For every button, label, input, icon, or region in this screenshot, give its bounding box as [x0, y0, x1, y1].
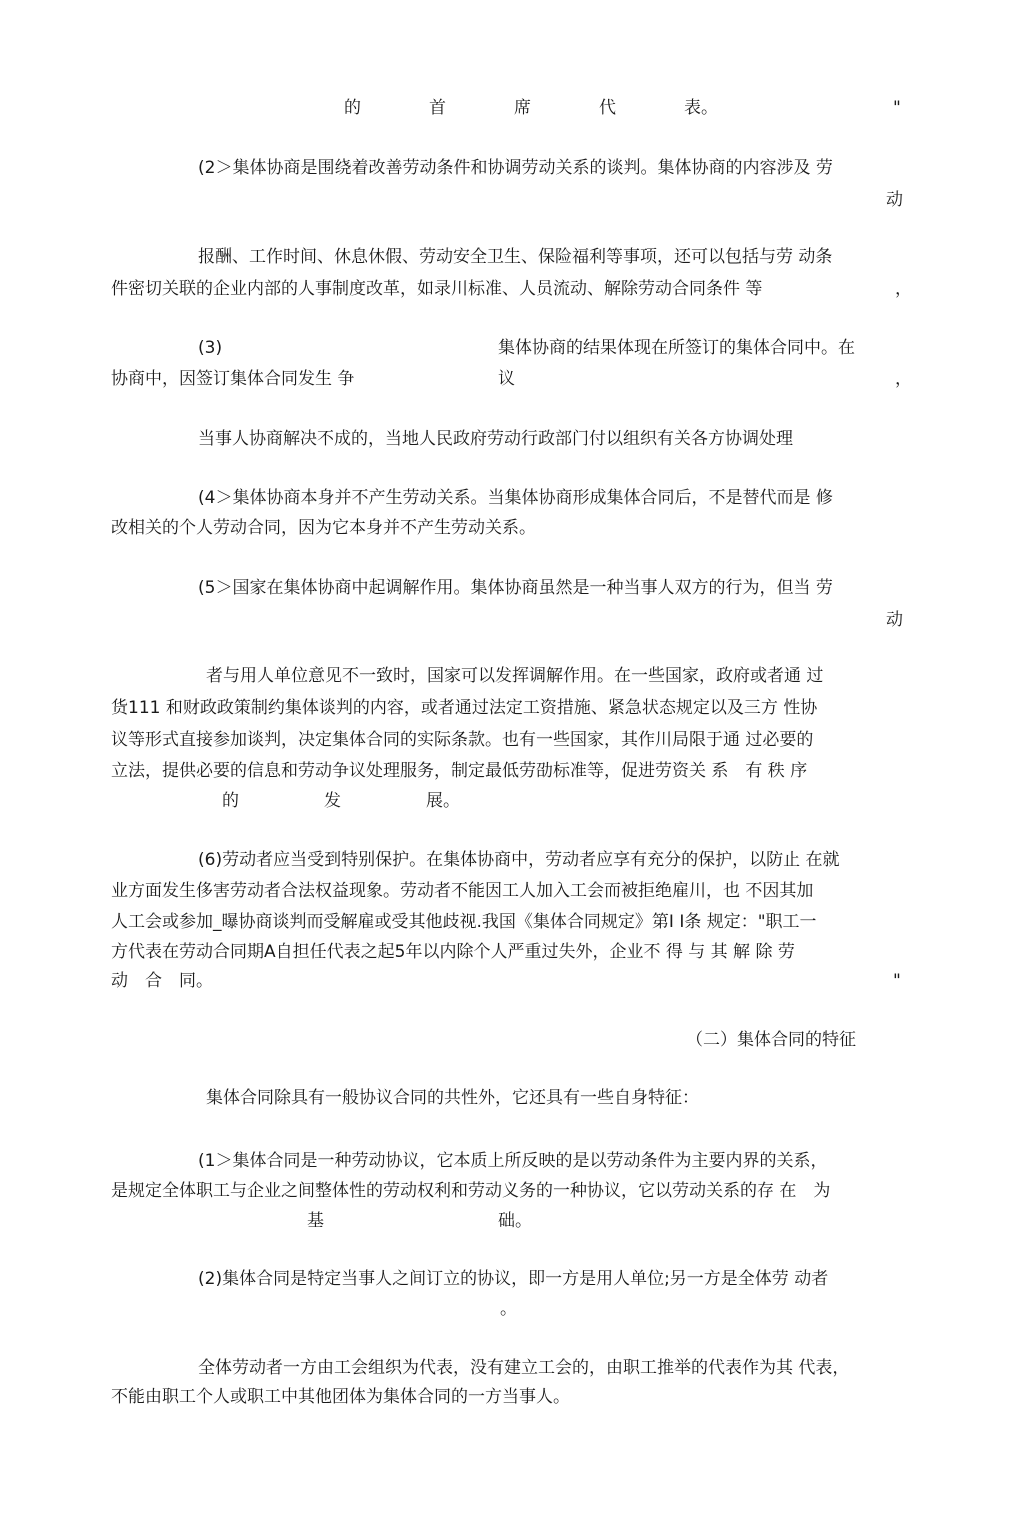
paragraph-line: 协商中，因签订集体合同发生 争	[111, 369, 355, 389]
paragraph-line: 当事人协商解决不成的，当地人民政府劳动行政部门付以组织有关各方协调处理	[198, 429, 793, 449]
paragraph-line: 集体合同除具有一般协议合同的共性外，它还具有一些自身特征：	[206, 1088, 699, 1108]
paragraph-line: (5＞国家在集体协商中起调解作用。集体协商虽然是一种当事人双方的行为，但当 劳	[198, 578, 833, 598]
paragraph-line: (1＞集体合同是一种劳动协议，它本质上所反映的是以劳动条件为主要内界的关系，	[198, 1151, 828, 1171]
text-line: 动	[886, 610, 903, 630]
text-line: 。	[500, 1299, 517, 1319]
paragraph-line: 是规定全体职工与企业之间整体性的劳动权利和劳动义务的一种协议，它以劳动关系的存 在 为	[111, 1181, 831, 1201]
paragraph-line: 报酬、工作时间、休息休假、劳动安全卫生、保险福利等事项，还可以包括与劳 动条	[198, 247, 833, 267]
paragraph-line: 不能由职工个人或职工中其他团体为集体合同的一方当事人。	[111, 1387, 570, 1407]
paragraph-line: 全体劳动者一方由工会组织为代表，没有建立工会的，由职工推举的代表作为其 代表，	[198, 1358, 850, 1378]
paragraph-line: 议等形式直接参加谈判，决定集体合同的实际条款。也有一些国家，其作川局限于通 过必要的	[111, 730, 814, 750]
paragraph-line: 集体协商的结果体现在所签订的集体合同中。在	[498, 338, 855, 358]
text-line: 动	[886, 190, 903, 210]
text-line: "	[893, 971, 901, 991]
section-heading: （二）集体合同的特征	[686, 1030, 856, 1050]
paragraph-line: (6)劳动者应当受到特别保护。在集体协商中，劳动者应享有充分的保护，以防止 在就	[198, 850, 840, 870]
text-line: 议	[498, 369, 515, 389]
paragraph-line: 立法，提供必要的信息和劳动争议处理服务，制定最低劳劭标准等，促进劳资关 系 有 秩 序	[111, 761, 808, 781]
text-line: 的 首 席 代 表。	[344, 98, 718, 118]
paragraph-line: (2)集体合同是特定当事人之间订立的协议，即一方是用人单位;另一方是全体劳 动者	[198, 1269, 829, 1289]
list-marker: (3)	[198, 338, 223, 358]
paragraph-line: 件密切关联的企业内部的人事制度改革，如录川标准、人员流动、解除劳动合同条件 等	[111, 279, 763, 299]
text-line: ，	[895, 369, 912, 389]
text-line: 的 发 展。	[222, 791, 460, 811]
paragraph-line: 改相关的个人劳动合同，因为它本身并不产生劳动关系。	[111, 518, 536, 538]
paragraph-line: 者与用人单位意见不一致时，国家可以发挥调解作用。在一些国家，政府或者通 过	[206, 666, 824, 686]
text-line: ，	[895, 279, 912, 299]
paragraph-line: 业方面发生侈害劳动者合法权益现象。劳动者不能因工人加入工会而被拒绝雇川，也 不因其加	[111, 881, 814, 901]
paragraph-line: (4＞集体协商本身并不产生劳动关系。当集体协商形成集体合同后，不是替代而是 修	[198, 488, 833, 508]
paragraph-line: (2＞集体协商是围绕着改善劳动条件和协调劳动关系的谈判。集体协商的内容涉及 劳	[198, 158, 833, 178]
text-line: 动 合 同。	[111, 971, 213, 991]
paragraph-line: 方代表在劳动合同期A自担任代表之起5年以内除个人严重过失外，企业不 得 与 其 解 除 劳	[111, 942, 795, 962]
text-line: 础。	[498, 1211, 532, 1231]
paragraph-line: 货111 和财政政策制约集体谈判的内容，或者通过法定工资措施、紧急状态规定以及三方 性协	[111, 698, 818, 718]
text-line: "	[893, 98, 901, 118]
text-line: 基	[307, 1211, 324, 1231]
paragraph-line: 人工会或参加_曝协商谈判而受解雇或受其他歧视.我国《集体合同规定》第I I条 规定："职工一	[111, 912, 817, 932]
